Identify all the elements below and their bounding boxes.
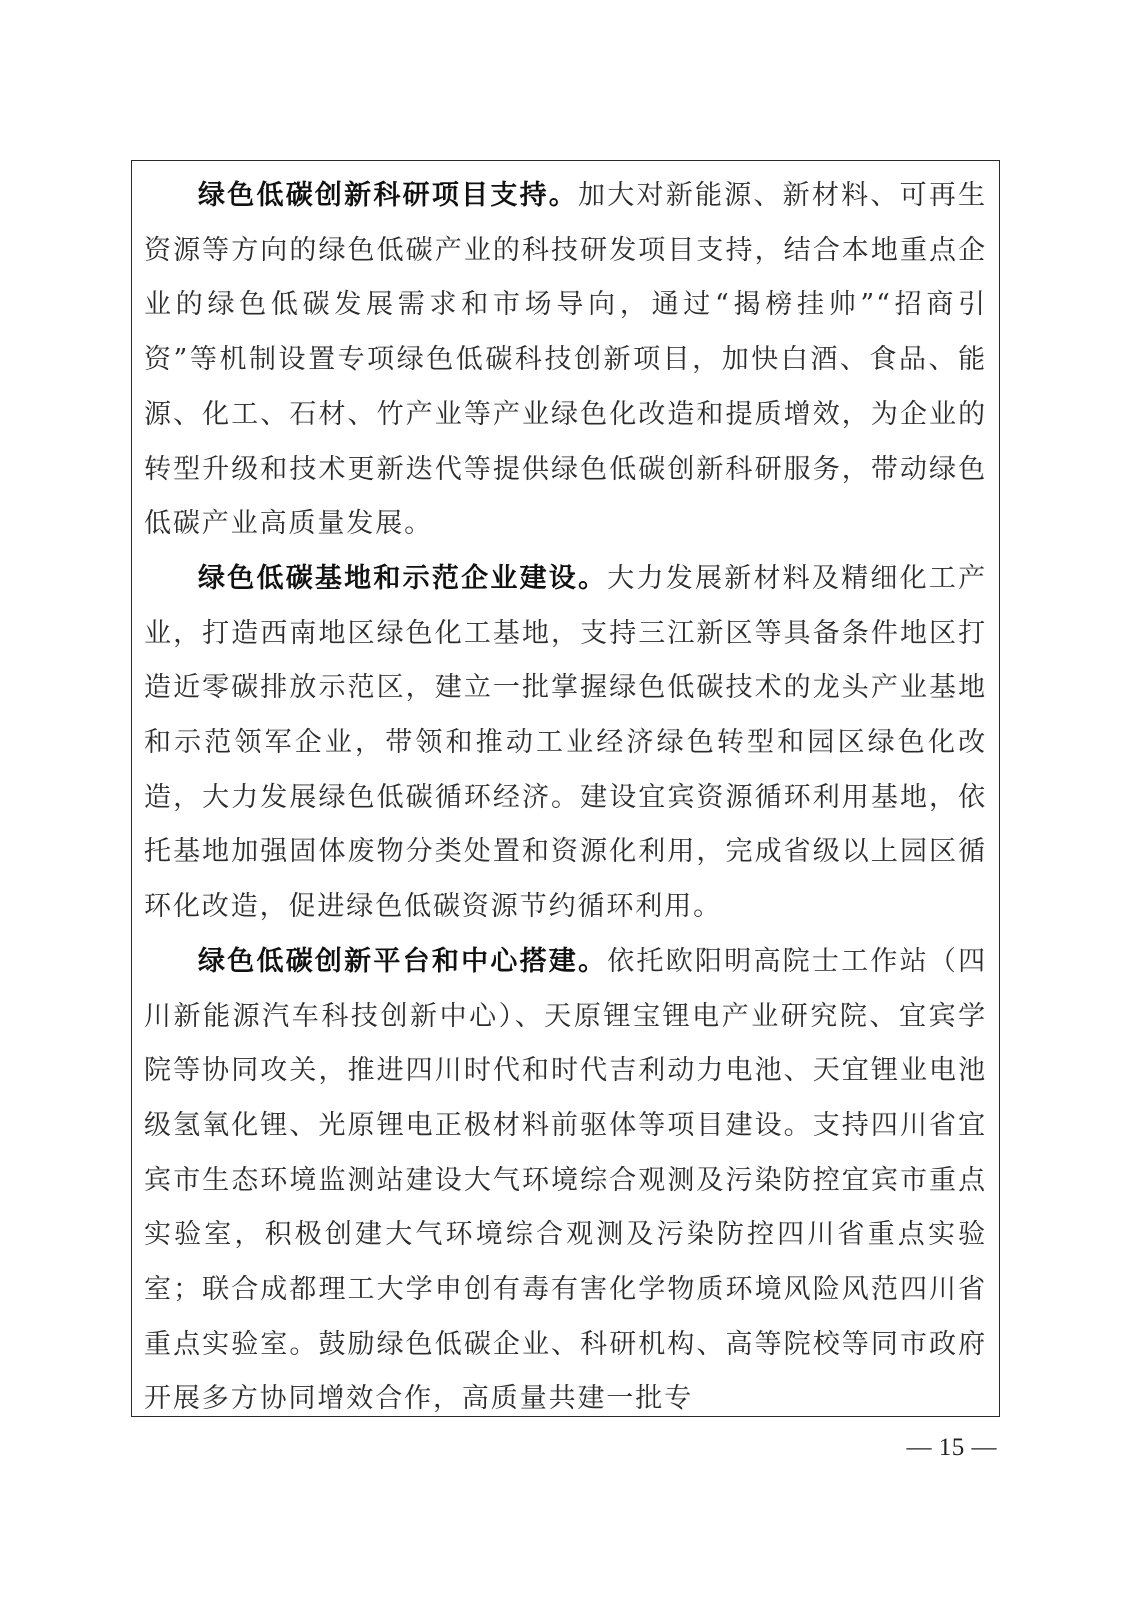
paragraph-heading: 绿色低碳创新科研项目支持。 [198,180,579,211]
paragraph-base-construction [144,552,987,935]
page-number: — 15 — [906,1434,997,1461]
paragraph-platform-building [144,935,987,1427]
paragraph-heading: 绿色低碳创新平台和中心搭建。 [198,945,608,977]
content-frame [131,160,1000,1417]
paragraph-research-support [144,169,987,552]
paragraph-body: 大力发展新材料及精细化工产业，打造西南地区绿色化工基地，支持三江新区等具备条件地区打造近零碳排放示范区，建立一批掌握绿色低碳技术的龙头产业基地和示范领军企业，带领和推动工业经济绿色转型和园区绿色化改造，大力发展绿色低碳循环经济。建设宜宾资源循环利用基地，依托基地加强固体废物分类处置和资源化利用，完成省级以上园区循环化改造，促进绿色低碳资源节约循环利用。 [144,562,987,923]
paragraph-body: 依托欧阳明高院士工作站（四川新能源汽车科技创新中心）、天原锂宝锂电产业研究院、宜宾学院等协同攻关，推进四川时代和时代吉利动力电池、天宜锂业电池级氢氧化锂、光原锂电正极材料前驱体等项目建设。支持四川省宜宾市生态环境监测站建设大气环境综合观测及污染防控宜宾市重点实验室，积极创建大气环境综合观测及污染防控四川省重点实验室；联合成都理工大学申创有毒有害化学物质环境风险风范四川省重点实验室。鼓励绿色低碳企业、科研机构、高等院校等同市政府开展多方协同增效合作，高质量共建一批专 [144,945,987,1415]
paragraph-heading: 绿色低碳基地和示范企业建设。 [198,562,608,594]
paragraph-body: 加大对新能源、新材料、可再生资源等方向的绿色低碳产业的科技研发项目支持，结合本地重点企业的绿色低碳发展需求和市场导向，通过“揭榜挂帅”“招商引资”等机制设置专项绿色低碳科技创新项目，加快白酒、食品、能源、化工、石材、竹产业等产业绿色化改造和提质增效，为企业的转型升级和技术更新迭代等提供绿色低碳创新科研服务，带动绿色低碳产业高质量发展。 [144,180,987,540]
